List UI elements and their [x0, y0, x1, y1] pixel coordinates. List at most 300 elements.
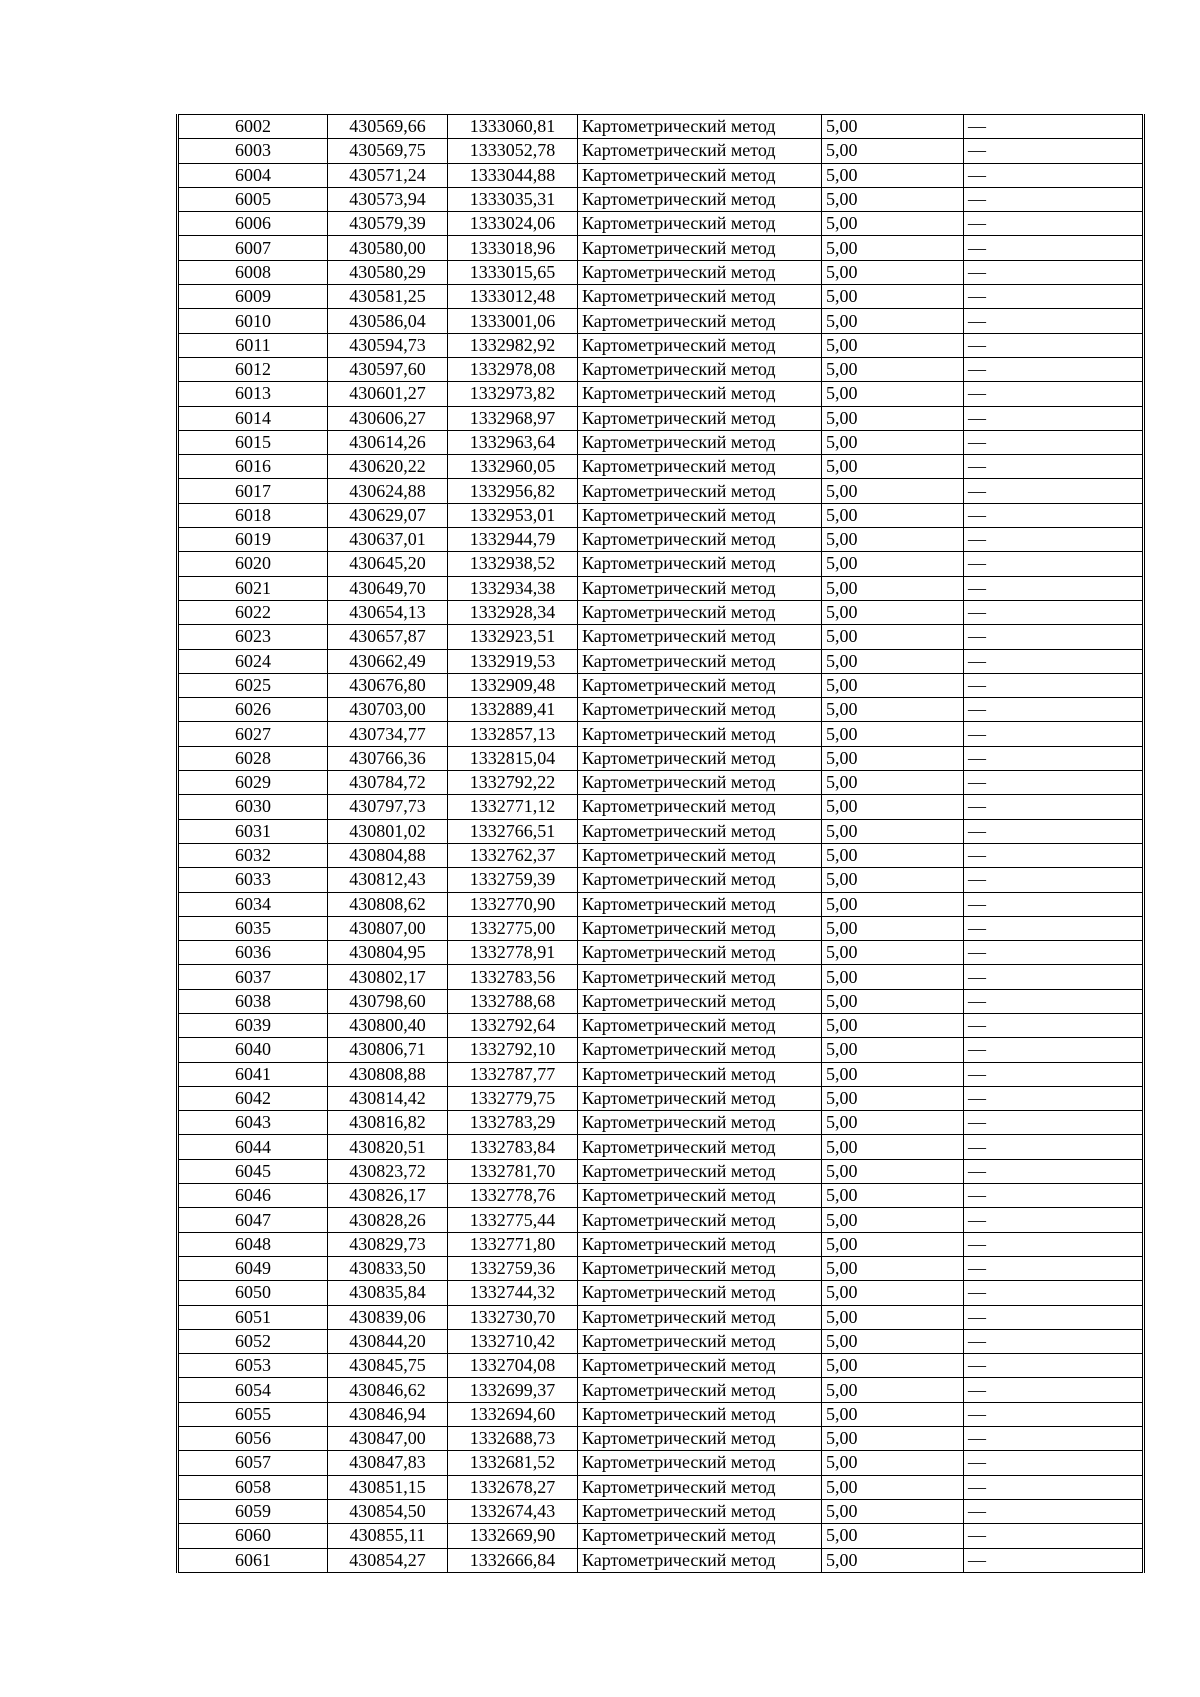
table-row: [178, 333, 1144, 357]
y-coordinate-cell: 1332762,37: [448, 843, 578, 867]
x-coordinate-cell: 430649,70: [328, 576, 448, 600]
x-coordinate-cell: 430601,27: [328, 382, 448, 406]
precision-cell: 5,00: [822, 430, 964, 454]
method-cell: Картометрический метод: [578, 357, 822, 381]
y-coordinate-cell: 1332730,70: [448, 1305, 578, 1329]
table-row: [178, 649, 1144, 673]
x-coordinate-cell: 430844,20: [328, 1329, 448, 1353]
point-number-cell: 6016: [178, 455, 328, 479]
description-cell: —: [964, 1305, 1144, 1329]
y-coordinate-cell: 1332694,60: [448, 1402, 578, 1426]
point-number-cell: 6009: [178, 285, 328, 309]
method-cell: Картометрический метод: [578, 1548, 822, 1572]
table-row: [178, 382, 1144, 406]
precision-cell: 5,00: [822, 333, 964, 357]
method-cell: Картометрический метод: [578, 1159, 822, 1183]
method-cell: Картометрический метод: [578, 455, 822, 479]
table-row: [178, 965, 1144, 989]
table-row: [178, 1256, 1144, 1280]
description-cell: —: [964, 625, 1144, 649]
description-cell: —: [964, 989, 1144, 1013]
y-coordinate-cell: 1332778,76: [448, 1184, 578, 1208]
y-coordinate-cell: 1332944,79: [448, 528, 578, 552]
method-cell: Картометрический метод: [578, 1062, 822, 1086]
description-cell: —: [964, 576, 1144, 600]
table-row: [178, 1038, 1144, 1062]
y-coordinate-cell: 1332923,51: [448, 625, 578, 649]
table-row: [178, 1305, 1144, 1329]
precision-cell: 5,00: [822, 965, 964, 989]
point-number-cell: 6045: [178, 1159, 328, 1183]
y-coordinate-cell: 1333018,96: [448, 236, 578, 260]
method-cell: Картометрический метод: [578, 673, 822, 697]
coordinates-table: [176, 114, 1145, 1573]
y-coordinate-cell: 1332770,90: [448, 892, 578, 916]
method-cell: Картометрический метод: [578, 1184, 822, 1208]
description-cell: —: [964, 1475, 1144, 1499]
x-coordinate-cell: 430808,88: [328, 1062, 448, 1086]
precision-cell: 5,00: [822, 1329, 964, 1353]
method-cell: Картометрический метод: [578, 1524, 822, 1548]
x-coordinate-cell: 430808,62: [328, 892, 448, 916]
description-cell: —: [964, 1281, 1144, 1305]
precision-cell: 5,00: [822, 843, 964, 867]
point-number-cell: 6039: [178, 1013, 328, 1037]
precision-cell: 5,00: [822, 503, 964, 527]
method-cell: Картометрический метод: [578, 843, 822, 867]
description-cell: —: [964, 1111, 1144, 1135]
description-cell: —: [964, 1232, 1144, 1256]
point-number-cell: 6015: [178, 430, 328, 454]
point-number-cell: 6052: [178, 1329, 328, 1353]
table-row: [178, 1062, 1144, 1086]
precision-cell: 5,00: [822, 1062, 964, 1086]
x-coordinate-cell: 430580,29: [328, 260, 448, 284]
method-cell: Картометрический метод: [578, 600, 822, 624]
point-number-cell: 6034: [178, 892, 328, 916]
table-row: [178, 843, 1144, 867]
y-coordinate-cell: 1332771,12: [448, 795, 578, 819]
table-row: [178, 1159, 1144, 1183]
method-cell: Картометрический метод: [578, 503, 822, 527]
y-coordinate-cell: 1333044,88: [448, 163, 578, 187]
point-number-cell: 6033: [178, 868, 328, 892]
y-coordinate-cell: 1332934,38: [448, 576, 578, 600]
y-coordinate-cell: 1332778,91: [448, 941, 578, 965]
precision-cell: 5,00: [822, 1524, 964, 1548]
method-cell: Картометрический метод: [578, 746, 822, 770]
description-cell: —: [964, 163, 1144, 187]
table-row: [178, 576, 1144, 600]
method-cell: Картометрический метод: [578, 989, 822, 1013]
point-number-cell: 6026: [178, 698, 328, 722]
method-cell: Картометрический метод: [578, 1135, 822, 1159]
description-cell: —: [964, 771, 1144, 795]
y-coordinate-cell: 1332710,42: [448, 1329, 578, 1353]
table-row: [178, 1548, 1144, 1572]
coordinates-table-body: [178, 115, 1144, 1573]
y-coordinate-cell: 1332978,08: [448, 357, 578, 381]
table-row: [178, 479, 1144, 503]
method-cell: Картометрический метод: [578, 406, 822, 430]
y-coordinate-cell: 1332815,04: [448, 746, 578, 770]
x-coordinate-cell: 430798,60: [328, 989, 448, 1013]
precision-cell: 5,00: [822, 1451, 964, 1475]
y-coordinate-cell: 1332669,90: [448, 1524, 578, 1548]
point-number-cell: 6035: [178, 916, 328, 940]
x-coordinate-cell: 430826,17: [328, 1184, 448, 1208]
description-cell: —: [964, 552, 1144, 576]
method-cell: Картометрический метод: [578, 163, 822, 187]
precision-cell: 5,00: [822, 1499, 964, 1523]
description-cell: —: [964, 600, 1144, 624]
x-coordinate-cell: 430854,27: [328, 1548, 448, 1572]
x-coordinate-cell: 430797,73: [328, 795, 448, 819]
precision-cell: 5,00: [822, 698, 964, 722]
method-cell: Картометрический метод: [578, 139, 822, 163]
description-cell: —: [964, 1354, 1144, 1378]
precision-cell: 5,00: [822, 285, 964, 309]
y-coordinate-cell: 1332792,10: [448, 1038, 578, 1062]
precision-cell: 5,00: [822, 819, 964, 843]
precision-cell: 5,00: [822, 479, 964, 503]
table-row: [178, 212, 1144, 236]
method-cell: Картометрический метод: [578, 649, 822, 673]
x-coordinate-cell: 430620,22: [328, 455, 448, 479]
table-row: [178, 1208, 1144, 1232]
description-cell: —: [964, 115, 1144, 139]
x-coordinate-cell: 430581,25: [328, 285, 448, 309]
point-number-cell: 6050: [178, 1281, 328, 1305]
x-coordinate-cell: 430579,39: [328, 212, 448, 236]
point-number-cell: 6003: [178, 139, 328, 163]
table-row: [178, 406, 1144, 430]
table-row: [178, 1354, 1144, 1378]
x-coordinate-cell: 430851,15: [328, 1475, 448, 1499]
x-coordinate-cell: 430645,20: [328, 552, 448, 576]
table-row: [178, 285, 1144, 309]
table-row: [178, 916, 1144, 940]
description-cell: —: [964, 1548, 1144, 1572]
method-cell: Картометрический метод: [578, 1475, 822, 1499]
description-cell: —: [964, 1499, 1144, 1523]
y-coordinate-cell: 1332982,92: [448, 333, 578, 357]
y-coordinate-cell: 1332963,64: [448, 430, 578, 454]
y-coordinate-cell: 1333015,65: [448, 260, 578, 284]
table-row: [178, 1451, 1144, 1475]
y-coordinate-cell: 1332783,56: [448, 965, 578, 989]
precision-cell: 5,00: [822, 746, 964, 770]
table-row: [178, 673, 1144, 697]
y-coordinate-cell: 1332783,84: [448, 1135, 578, 1159]
description-cell: —: [964, 1451, 1144, 1475]
precision-cell: 5,00: [822, 552, 964, 576]
method-cell: Картометрический метод: [578, 382, 822, 406]
point-number-cell: 6028: [178, 746, 328, 770]
description-cell: —: [964, 722, 1144, 746]
point-number-cell: 6049: [178, 1256, 328, 1280]
table-row: [178, 1281, 1144, 1305]
point-number-cell: 6012: [178, 357, 328, 381]
point-number-cell: 6029: [178, 771, 328, 795]
point-number-cell: 6053: [178, 1354, 328, 1378]
description-cell: —: [964, 139, 1144, 163]
table-row: [178, 600, 1144, 624]
table-row: [178, 625, 1144, 649]
table-row: [178, 552, 1144, 576]
description-cell: —: [964, 1256, 1144, 1280]
method-cell: Картометрический метод: [578, 941, 822, 965]
method-cell: Картометрический метод: [578, 1451, 822, 1475]
x-coordinate-cell: 430586,04: [328, 309, 448, 333]
y-coordinate-cell: 1332787,77: [448, 1062, 578, 1086]
point-number-cell: 6030: [178, 795, 328, 819]
description-cell: —: [964, 843, 1144, 867]
table-row: [178, 1013, 1144, 1037]
y-coordinate-cell: 1332857,13: [448, 722, 578, 746]
table-row: [178, 989, 1144, 1013]
method-cell: Картометрический метод: [578, 1111, 822, 1135]
table-row: [178, 1475, 1144, 1499]
precision-cell: 5,00: [822, 625, 964, 649]
point-number-cell: 6008: [178, 260, 328, 284]
point-number-cell: 6031: [178, 819, 328, 843]
x-coordinate-cell: 430807,00: [328, 916, 448, 940]
description-cell: —: [964, 1329, 1144, 1353]
description-cell: —: [964, 1208, 1144, 1232]
precision-cell: 5,00: [822, 673, 964, 697]
x-coordinate-cell: 430571,24: [328, 163, 448, 187]
x-coordinate-cell: 430854,50: [328, 1499, 448, 1523]
y-coordinate-cell: 1332788,68: [448, 989, 578, 1013]
x-coordinate-cell: 430569,75: [328, 139, 448, 163]
x-coordinate-cell: 430766,36: [328, 746, 448, 770]
method-cell: Картометрический метод: [578, 333, 822, 357]
precision-cell: 5,00: [822, 115, 964, 139]
x-coordinate-cell: 430784,72: [328, 771, 448, 795]
description-cell: —: [964, 285, 1144, 309]
point-number-cell: 6021: [178, 576, 328, 600]
x-coordinate-cell: 430802,17: [328, 965, 448, 989]
y-coordinate-cell: 1332681,52: [448, 1451, 578, 1475]
precision-cell: 5,00: [822, 1013, 964, 1037]
x-coordinate-cell: 430816,82: [328, 1111, 448, 1135]
y-coordinate-cell: 1332674,43: [448, 1499, 578, 1523]
description-cell: —: [964, 892, 1144, 916]
x-coordinate-cell: 430657,87: [328, 625, 448, 649]
y-coordinate-cell: 1332759,39: [448, 868, 578, 892]
method-cell: Картометрический метод: [578, 1086, 822, 1110]
point-number-cell: 6044: [178, 1135, 328, 1159]
description-cell: —: [964, 1378, 1144, 1402]
precision-cell: 5,00: [822, 163, 964, 187]
description-cell: —: [964, 1524, 1144, 1548]
point-number-cell: 6002: [178, 115, 328, 139]
x-coordinate-cell: 430829,73: [328, 1232, 448, 1256]
y-coordinate-cell: 1332783,29: [448, 1111, 578, 1135]
precision-cell: 5,00: [822, 1281, 964, 1305]
precision-cell: 5,00: [822, 1548, 964, 1572]
table-row: [178, 771, 1144, 795]
point-number-cell: 6056: [178, 1427, 328, 1451]
point-number-cell: 6010: [178, 309, 328, 333]
table-row: [178, 455, 1144, 479]
point-number-cell: 6014: [178, 406, 328, 430]
description-cell: —: [964, 479, 1144, 503]
point-number-cell: 6013: [178, 382, 328, 406]
table-row: [178, 1378, 1144, 1402]
precision-cell: 5,00: [822, 989, 964, 1013]
x-coordinate-cell: 430814,42: [328, 1086, 448, 1110]
table-row: [178, 357, 1144, 381]
table-row: [178, 309, 1144, 333]
method-cell: Картометрический метод: [578, 868, 822, 892]
method-cell: Картометрический метод: [578, 430, 822, 454]
description-cell: —: [964, 868, 1144, 892]
precision-cell: 5,00: [822, 1475, 964, 1499]
description-cell: —: [964, 455, 1144, 479]
y-coordinate-cell: 1332759,36: [448, 1256, 578, 1280]
method-cell: Картометрический метод: [578, 236, 822, 260]
method-cell: Картометрический метод: [578, 892, 822, 916]
precision-cell: 5,00: [822, 139, 964, 163]
x-coordinate-cell: 430855,11: [328, 1524, 448, 1548]
precision-cell: 5,00: [822, 1402, 964, 1426]
precision-cell: 5,00: [822, 600, 964, 624]
x-coordinate-cell: 430662,49: [328, 649, 448, 673]
table-row: [178, 892, 1144, 916]
description-cell: —: [964, 1013, 1144, 1037]
description-cell: —: [964, 503, 1144, 527]
precision-cell: 5,00: [822, 1086, 964, 1110]
y-coordinate-cell: 1332678,27: [448, 1475, 578, 1499]
x-coordinate-cell: 430637,01: [328, 528, 448, 552]
method-cell: Картометрический метод: [578, 187, 822, 211]
precision-cell: 5,00: [822, 1378, 964, 1402]
point-number-cell: 6007: [178, 236, 328, 260]
table-row: [178, 1232, 1144, 1256]
x-coordinate-cell: 430800,40: [328, 1013, 448, 1037]
table-row: [178, 941, 1144, 965]
precision-cell: 5,00: [822, 1038, 964, 1062]
precision-cell: 5,00: [822, 722, 964, 746]
description-cell: —: [964, 260, 1144, 284]
table-row: [178, 1135, 1144, 1159]
description-cell: —: [964, 1086, 1144, 1110]
x-coordinate-cell: 430654,13: [328, 600, 448, 624]
y-coordinate-cell: 1333024,06: [448, 212, 578, 236]
y-coordinate-cell: 1333001,06: [448, 309, 578, 333]
point-number-cell: 6025: [178, 673, 328, 697]
point-number-cell: 6027: [178, 722, 328, 746]
y-coordinate-cell: 1332771,80: [448, 1232, 578, 1256]
method-cell: Картометрический метод: [578, 965, 822, 989]
precision-cell: 5,00: [822, 941, 964, 965]
method-cell: Картометрический метод: [578, 576, 822, 600]
description-cell: —: [964, 673, 1144, 697]
precision-cell: 5,00: [822, 528, 964, 552]
description-cell: —: [964, 698, 1144, 722]
table-row: [178, 430, 1144, 454]
y-coordinate-cell: 1332704,08: [448, 1354, 578, 1378]
precision-cell: 5,00: [822, 212, 964, 236]
x-coordinate-cell: 430703,00: [328, 698, 448, 722]
method-cell: Картометрический метод: [578, 1354, 822, 1378]
method-cell: Картометрический метод: [578, 625, 822, 649]
point-number-cell: 6057: [178, 1451, 328, 1475]
point-number-cell: 6036: [178, 941, 328, 965]
x-coordinate-cell: 430846,62: [328, 1378, 448, 1402]
precision-cell: 5,00: [822, 1184, 964, 1208]
x-coordinate-cell: 430820,51: [328, 1135, 448, 1159]
point-number-cell: 6006: [178, 212, 328, 236]
point-number-cell: 6040: [178, 1038, 328, 1062]
table-row: [178, 819, 1144, 843]
table-row: [178, 503, 1144, 527]
table-row: [178, 115, 1144, 139]
method-cell: Картометрический метод: [578, 285, 822, 309]
description-cell: —: [964, 1427, 1144, 1451]
description-cell: —: [964, 333, 1144, 357]
x-coordinate-cell: 430624,88: [328, 479, 448, 503]
method-cell: Картометрический метод: [578, 212, 822, 236]
point-number-cell: 6047: [178, 1208, 328, 1232]
method-cell: Картометрический метод: [578, 819, 822, 843]
precision-cell: 5,00: [822, 1354, 964, 1378]
x-coordinate-cell: 430597,60: [328, 357, 448, 381]
y-coordinate-cell: 1332928,34: [448, 600, 578, 624]
description-cell: —: [964, 528, 1144, 552]
description-cell: —: [964, 430, 1144, 454]
table-row: [178, 1402, 1144, 1426]
x-coordinate-cell: 430847,83: [328, 1451, 448, 1475]
point-number-cell: 6018: [178, 503, 328, 527]
x-coordinate-cell: 430845,75: [328, 1354, 448, 1378]
y-coordinate-cell: 1332688,73: [448, 1427, 578, 1451]
x-coordinate-cell: 430804,95: [328, 941, 448, 965]
x-coordinate-cell: 430614,26: [328, 430, 448, 454]
precision-cell: 5,00: [822, 382, 964, 406]
point-number-cell: 6019: [178, 528, 328, 552]
description-cell: —: [964, 357, 1144, 381]
description-cell: —: [964, 1159, 1144, 1183]
method-cell: Картометрический метод: [578, 1038, 822, 1062]
table-row: [178, 795, 1144, 819]
method-cell: Картометрический метод: [578, 1232, 822, 1256]
point-number-cell: 6024: [178, 649, 328, 673]
precision-cell: 5,00: [822, 1305, 964, 1329]
table-row: [178, 1111, 1144, 1135]
method-cell: Картометрический метод: [578, 795, 822, 819]
point-number-cell: 6054: [178, 1378, 328, 1402]
description-cell: —: [964, 649, 1144, 673]
method-cell: Картометрический метод: [578, 1499, 822, 1523]
method-cell: Картометрический метод: [578, 698, 822, 722]
table-row: [178, 260, 1144, 284]
description-cell: —: [964, 236, 1144, 260]
method-cell: Картометрический метод: [578, 1281, 822, 1305]
method-cell: Картометрический метод: [578, 1208, 822, 1232]
table-row: [178, 163, 1144, 187]
precision-cell: 5,00: [822, 309, 964, 333]
method-cell: Картометрический метод: [578, 722, 822, 746]
description-cell: —: [964, 916, 1144, 940]
table-row: [178, 187, 1144, 211]
table-row: [178, 722, 1144, 746]
method-cell: Картометрический метод: [578, 479, 822, 503]
x-coordinate-cell: 430835,84: [328, 1281, 448, 1305]
y-coordinate-cell: 1333052,78: [448, 139, 578, 163]
